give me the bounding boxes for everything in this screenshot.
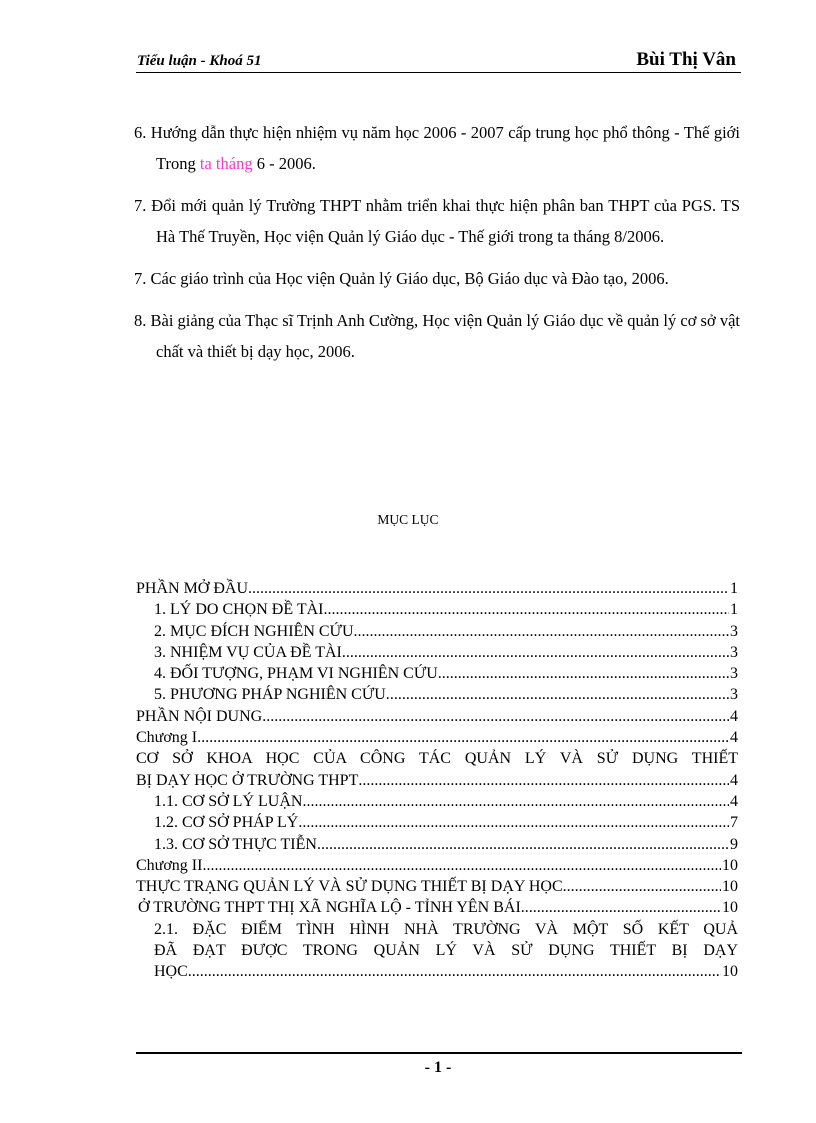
toc-entry-text-line: 2.1. ĐẶC ĐIỂM TÌNH HÌNH NHÀ TRƯỜNG VÀ MỘT SỐ KẾT QUẢ xyxy=(154,920,738,938)
toc-leader xyxy=(197,727,729,748)
toc-entry-text: 2. MỤC ĐÍCH NGHIÊN CỨU. xyxy=(154,622,358,640)
reference-text-end: 6 - 2006. xyxy=(252,154,316,173)
toc-page: 10 xyxy=(722,856,738,874)
toc-entry[interactable] xyxy=(136,642,738,663)
toc-page: 4 xyxy=(730,707,738,725)
toc-entry-multiline[interactable] xyxy=(136,919,738,983)
toc-page: 9 xyxy=(730,835,738,853)
toc-entry-text: BỊ DẠY HỌC Ở TRƯỜNG THPT xyxy=(136,771,359,789)
toc-entry-text: PHẦN NỘI DUNG xyxy=(136,707,263,725)
toc-entry[interactable] xyxy=(136,834,738,855)
toc-leader xyxy=(358,621,729,642)
reference-item-6 xyxy=(134,117,740,179)
toc-leader xyxy=(358,770,729,791)
reference-text: 6. Hướng dẫn thực hiện nhiệm vụ năm học 2006 - 2007 cấp trung học phổ thông - Thế giới Trong xyxy=(134,123,740,173)
toc-leader xyxy=(302,812,729,833)
page-number: - 1 - xyxy=(424,1059,452,1076)
toc-page: 10 xyxy=(722,963,738,981)
toc-page: 3 xyxy=(730,622,738,640)
toc-entry-text: 1.1. CƠ SỞ LÝ LUẬN. xyxy=(154,792,307,810)
toc-entry-text: 5. PHƯƠNG PHÁP NGHIÊN CỨU. xyxy=(154,686,390,704)
toc-entry[interactable] xyxy=(136,621,738,642)
reference-item-7b: 7. Các giáo trình của Học viện Quản lý Giáo dục, Bộ Giáo dục và Đào tạo, 2006. xyxy=(134,269,669,288)
toc-leader xyxy=(321,834,729,855)
toc-entry-multiline[interactable] xyxy=(136,748,738,791)
toc-entry[interactable] xyxy=(136,897,738,918)
toc-page: 4 xyxy=(730,792,738,810)
toc-entry-text: Chương I xyxy=(136,729,198,747)
toc-page: 10 xyxy=(722,878,738,896)
toc-leader xyxy=(346,642,729,663)
header-divider xyxy=(136,72,741,73)
toc-title: MỤC LỤC xyxy=(377,512,439,527)
toc-entry[interactable] xyxy=(136,791,738,812)
toc-entry-text: 1. LÝ DO CHỌN ĐỀ TÀI. xyxy=(154,601,328,619)
toc-entry-text: 3. NHIỆM VỤ CỦA ĐỀ TÀI. xyxy=(154,643,346,661)
toc-entry-text: THỰC TRẠNG QUẢN LÝ VÀ SỬ DỤNG THIẾT BỊ DẠY HỌC xyxy=(136,878,563,896)
toc-page: 3 xyxy=(730,686,738,704)
toc-entry[interactable] xyxy=(136,599,738,620)
toc-entry-text: 1.3. CƠ SỞ THỰC TIỄN. xyxy=(154,835,321,853)
toc-entry[interactable] xyxy=(136,684,738,705)
toc-entry[interactable] xyxy=(136,876,738,897)
highlighted-text: ta tháng xyxy=(199,154,253,173)
toc-entry-text: 1.2. CƠ SỞ PHÁP LÝ. xyxy=(154,814,303,832)
toc-entry-text-line: CƠ SỞ KHOA HỌC CỦA CÔNG TÁC QUẢN LÝ VÀ SỬ DỤNG THIẾT xyxy=(136,750,738,768)
toc-page: 10 xyxy=(722,899,738,917)
toc-entry[interactable] xyxy=(136,855,738,876)
toc-leader xyxy=(521,897,721,918)
footer-divider xyxy=(136,1052,742,1054)
toc-leader xyxy=(327,599,729,620)
toc-entry[interactable] xyxy=(136,727,738,748)
header-course-title: Tiểu luận - Khoá 51 xyxy=(137,53,262,69)
reference-item-7a: 7. Đổi mới quản lý Trường THPT nhằm triển khai thực hiện phân ban THPT của PGS. TS Hà Thế Truyền, Học viện Quản lý Giáo dục - Thế giới trong ta tháng 8/2006. xyxy=(134,196,740,246)
toc-entry-text: 4. ĐỐI TƯỢNG, PHẠM VI NGHIÊN CỨU. xyxy=(154,665,442,683)
reference-list xyxy=(134,117,740,367)
toc-leader xyxy=(188,961,721,982)
toc-entry-text: Ở TRƯỜNG THPT THỊ XÃ NGHĨA LỘ - TỈNH YÊN BÁI xyxy=(138,899,521,917)
toc-leader xyxy=(563,876,721,897)
header-author-name: Bùi Thị Vân xyxy=(636,49,736,70)
toc-entry[interactable] xyxy=(136,578,738,599)
toc-page: 7 xyxy=(730,814,738,832)
toc-entry[interactable] xyxy=(136,812,738,833)
toc-entry-text: HỌC xyxy=(154,963,188,981)
toc-entry[interactable] xyxy=(136,706,738,727)
reference-item-8: 8. Bài giảng của Thạc sĩ Trịnh Anh Cường, Học viện Quản lý Giáo dục về quản lý cơ sở vật chất và thiết bị dạy học, 2006. xyxy=(134,311,740,361)
toc-page: 4 xyxy=(730,729,738,747)
toc-leader xyxy=(202,855,721,876)
toc-entry-text: PHẦN MỞ ĐẦU xyxy=(136,580,249,597)
toc-entry-text-line: ĐÃ ĐẠT ĐƯỢC TRONG QUẢN LÝ VÀ SỬ DỤNG THIẾT BỊ DẠY xyxy=(154,942,738,960)
toc-entry-text: Chương II xyxy=(136,856,203,874)
toc-leader xyxy=(262,706,729,727)
toc-page: 1 xyxy=(730,580,738,597)
toc-page: 1 xyxy=(730,601,738,619)
toc-leader xyxy=(390,684,729,705)
toc-leader xyxy=(306,791,729,812)
toc-leader xyxy=(442,663,729,684)
toc-leader xyxy=(248,578,729,599)
toc-page: 3 xyxy=(730,665,738,683)
table-of-contents xyxy=(136,578,738,983)
toc-page: 3 xyxy=(730,643,738,661)
toc-page: 4 xyxy=(730,771,738,789)
toc-entry[interactable] xyxy=(136,663,738,684)
